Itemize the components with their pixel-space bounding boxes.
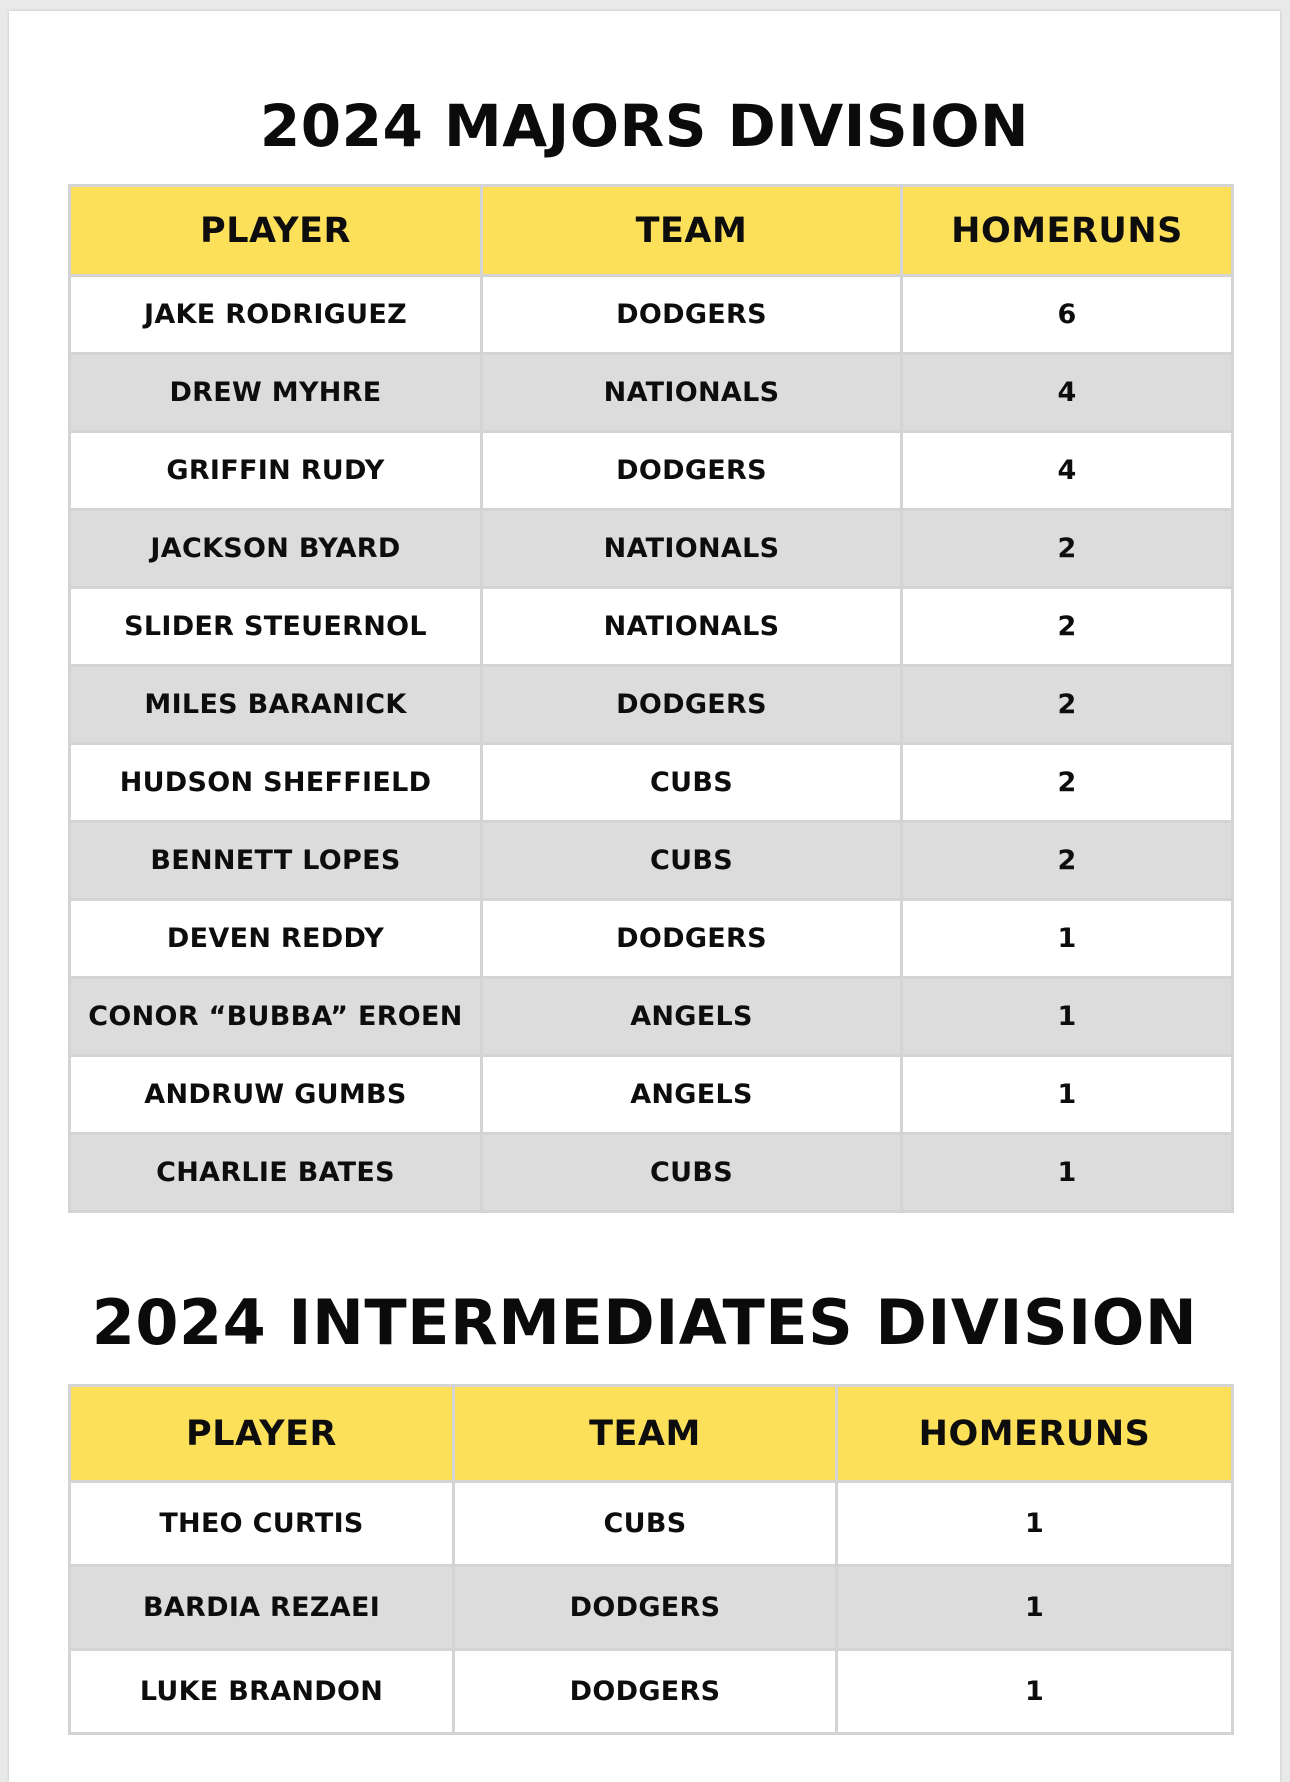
homeruns-cell: 4 <box>902 432 1233 510</box>
team-cell: DODGERS <box>482 432 902 510</box>
homeruns-cell: 1 <box>837 1566 1233 1650</box>
homeruns-column-header: HOMERUNS <box>902 186 1233 276</box>
majors-division-title: 2024 MAJORS DIVISION <box>259 92 1030 160</box>
player-name-cell: ANDRUW GUMBS <box>70 1056 482 1134</box>
player-name-cell: CONOR “BUBBA” EROEN <box>70 978 482 1056</box>
team-cell: CUBS <box>482 822 902 900</box>
team-column-header: TEAM <box>454 1386 837 1482</box>
team-column-header: TEAM <box>482 186 902 276</box>
page-sheet <box>9 11 1280 1782</box>
majors-homeruns-table <box>68 184 1234 1213</box>
player-name-cell: SLIDER STEUERNOL <box>70 588 482 666</box>
player-name-cell: THEO CURTIS <box>70 1482 454 1566</box>
team-cell: CUBS <box>482 744 902 822</box>
table-row <box>70 354 1233 432</box>
player-name-cell: DEVEN REDDY <box>70 900 482 978</box>
player-column-header: PLAYER <box>70 1386 454 1482</box>
player-name-cell: CHARLIE BATES <box>70 1134 482 1212</box>
table-row <box>70 1134 1233 1212</box>
homeruns-cell: 1 <box>837 1650 1233 1734</box>
team-cell: DODGERS <box>482 666 902 744</box>
team-cell: NATIONALS <box>482 354 902 432</box>
table-row <box>70 276 1233 354</box>
team-cell: CUBS <box>454 1482 837 1566</box>
team-cell: DODGERS <box>454 1566 837 1650</box>
table-row <box>70 1566 1233 1650</box>
homeruns-cell: 6 <box>902 276 1233 354</box>
table-row <box>70 900 1233 978</box>
table-row <box>70 432 1233 510</box>
team-cell: DODGERS <box>482 900 902 978</box>
player-name-cell: JAKE RODRIGUEZ <box>70 276 482 354</box>
homeruns-cell: 4 <box>902 354 1233 432</box>
homeruns-cell: 2 <box>902 588 1233 666</box>
homeruns-cell: 2 <box>902 510 1233 588</box>
homeruns-cell: 1 <box>837 1482 1233 1566</box>
table-row <box>70 666 1233 744</box>
homeruns-cell: 2 <box>902 822 1233 900</box>
intermediates-homeruns-table <box>68 1384 1234 1735</box>
table-header-row <box>70 1386 1233 1482</box>
player-name-cell: LUKE BRANDON <box>70 1650 454 1734</box>
homeruns-cell: 1 <box>902 978 1233 1056</box>
table-row <box>70 1482 1233 1566</box>
team-cell: ANGELS <box>482 1056 902 1134</box>
player-column-header: PLAYER <box>70 186 482 276</box>
team-cell: NATIONALS <box>482 588 902 666</box>
team-cell: DODGERS <box>454 1650 837 1734</box>
table-row <box>70 822 1233 900</box>
table-row <box>70 588 1233 666</box>
player-name-cell: MILES BARANICK <box>70 666 482 744</box>
player-name-cell: BARDIA REZAEI <box>70 1566 454 1650</box>
player-name-cell: GRIFFIN RUDY <box>70 432 482 510</box>
team-cell: DODGERS <box>482 276 902 354</box>
homeruns-cell: 1 <box>902 900 1233 978</box>
table-row <box>70 510 1233 588</box>
table-header-row <box>70 186 1233 276</box>
table-row <box>70 1650 1233 1734</box>
table-row <box>70 744 1233 822</box>
table-row <box>70 1056 1233 1134</box>
team-cell: CUBS <box>482 1134 902 1212</box>
homeruns-cell: 2 <box>902 666 1233 744</box>
homeruns-column-header: HOMERUNS <box>837 1386 1233 1482</box>
team-cell: NATIONALS <box>482 510 902 588</box>
homeruns-cell: 1 <box>902 1134 1233 1212</box>
player-name-cell: DREW MYHRE <box>70 354 482 432</box>
homeruns-cell: 1 <box>902 1056 1233 1134</box>
homeruns-cell: 2 <box>902 744 1233 822</box>
player-name-cell: HUDSON SHEFFIELD <box>70 744 482 822</box>
player-name-cell: JACKSON BYARD <box>70 510 482 588</box>
intermediates-division-title: 2024 INTERMEDIATES DIVISION <box>91 1286 1198 1359</box>
table-row <box>70 978 1233 1056</box>
team-cell: ANGELS <box>482 978 902 1056</box>
player-name-cell: BENNETT LOPES <box>70 822 482 900</box>
